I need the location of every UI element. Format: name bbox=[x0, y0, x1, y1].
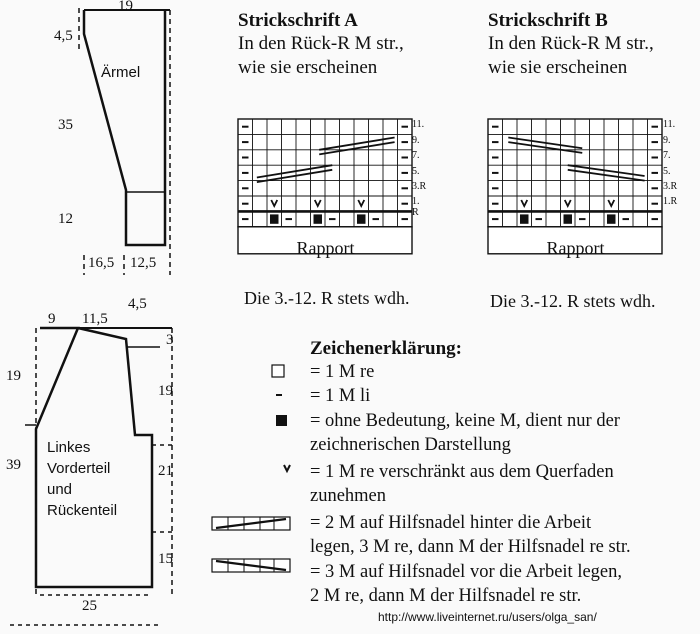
chart-a-desc-line: wie sie erscheinen bbox=[238, 57, 378, 78]
row-label: 3.R bbox=[663, 181, 678, 192]
row-label: 1. R bbox=[412, 196, 420, 218]
row-label: 7. bbox=[412, 150, 420, 161]
row-label: 5. bbox=[412, 166, 420, 177]
legend-item bbox=[310, 560, 622, 608]
legend-item-text: = ohne Bedeutung, keine M, dient nur der bbox=[310, 411, 620, 431]
body-dim-right-bottom: 15 bbox=[158, 551, 173, 567]
filled-square-icon bbox=[276, 415, 287, 426]
filled-square-icon bbox=[314, 214, 323, 223]
row-label: 9. bbox=[412, 135, 420, 146]
legend-item-text: = 3 M auf Hilfsnadel vor die Arbeit legen, bbox=[310, 562, 623, 582]
legend-item bbox=[310, 384, 370, 408]
row-label: 9. bbox=[663, 135, 671, 146]
row-label: 3.R bbox=[412, 181, 427, 192]
legend-item bbox=[310, 460, 614, 508]
legend-item-text: = 1 M re bbox=[310, 362, 375, 382]
chart-a-title: Strickschrift A bbox=[238, 10, 358, 31]
body-label-line: Vorderteil bbox=[47, 460, 111, 477]
legend-item-text: = 1 M li bbox=[310, 386, 371, 406]
chart-a-repeat-note: Die 3.-12. R stets wdh. bbox=[244, 288, 410, 308]
legend-item bbox=[310, 511, 631, 559]
row-label: 7. bbox=[663, 150, 671, 161]
row-label: 5. bbox=[663, 166, 671, 177]
body-label-line: und bbox=[47, 481, 73, 498]
sleeve-dim-top-left: 4,5 bbox=[54, 28, 73, 44]
sleeve-dim-top: 19 bbox=[118, 0, 133, 14]
body-dim-bottom: 25 bbox=[82, 598, 97, 614]
legend-item-text: zunehmen bbox=[310, 486, 387, 506]
sleeve-dim-bottom-b: 12,5 bbox=[130, 255, 157, 271]
cable-right-icon bbox=[212, 517, 290, 530]
cable-left-icon bbox=[212, 559, 290, 572]
legend-item-text: zeichnerischen Darstellung bbox=[310, 435, 511, 455]
source-url[interactable]: http://www.liveinternet.ru/users/olga_san/ bbox=[378, 610, 597, 624]
v-mark-icon bbox=[284, 465, 290, 471]
row-label: 11. bbox=[663, 119, 676, 130]
sleeve-dim-middle-left: 35 bbox=[58, 117, 73, 133]
body-dim-right-mid: 19 bbox=[158, 383, 173, 399]
legend-symbols bbox=[200, 360, 310, 610]
body-schematic bbox=[0, 295, 200, 629]
chart-b-title: Strickschrift B bbox=[488, 10, 608, 31]
sleeve-schematic bbox=[0, 0, 180, 280]
chart-b-desc-line: In den Rück-R M str., bbox=[488, 33, 654, 54]
legend-item-text: = 1 M re verschränkt aus dem Querfaden bbox=[310, 462, 614, 482]
body-dim-top-c: 4,5 bbox=[128, 296, 147, 312]
filled-square-icon bbox=[520, 214, 529, 223]
chart-a-desc-line: In den Rück-R M str., bbox=[238, 33, 404, 54]
filled-square-icon bbox=[564, 214, 573, 223]
filled-square-icon bbox=[357, 214, 366, 223]
chart-a-rapport: Rapport bbox=[296, 238, 355, 258]
row-label: 11. bbox=[412, 119, 425, 130]
legend-item bbox=[310, 360, 374, 384]
chart-a-heading bbox=[238, 10, 404, 80]
legend-item-text: = 2 M auf Hilfsnadel hinter die Arbeit bbox=[310, 513, 592, 533]
legend-item-text: legen, 3 M re, dann M der Hilfsnadel re str. bbox=[310, 537, 631, 557]
body-dim-right-top: 3 bbox=[166, 332, 174, 348]
filled-square-icon bbox=[270, 214, 279, 223]
body-label bbox=[47, 437, 117, 521]
sleeve-label: Ärmel bbox=[101, 64, 141, 81]
chart-b-desc-line: wie sie erscheinen bbox=[488, 57, 628, 78]
legend-item bbox=[310, 409, 620, 457]
chart-b-heading bbox=[488, 10, 654, 80]
body-dim-right-low: 21 bbox=[158, 463, 173, 479]
chart-b-rapport: Rapport bbox=[546, 238, 605, 258]
empty-square-icon bbox=[272, 365, 284, 377]
legend-item-text: 2 M re, dann M der Hilfsnadel re str. bbox=[310, 586, 582, 606]
body-dim-left-bottom: 39 bbox=[6, 457, 21, 473]
sleeve-outline bbox=[0, 0, 180, 280]
sleeve-dim-bottom-left: 12 bbox=[58, 211, 73, 227]
body-label-line: Rückenteil bbox=[47, 502, 118, 519]
legend-title: Zeichenerklärung: bbox=[310, 338, 462, 359]
sleeve-dim-bottom-a: 16,5 bbox=[88, 255, 115, 271]
chart-b-repeat-note: Die 3.-12. R stets wdh. bbox=[490, 291, 656, 311]
row-label: 1.R bbox=[663, 196, 678, 207]
body-label-line: Linkes bbox=[47, 439, 91, 456]
body-dim-left-top: 19 bbox=[6, 368, 21, 384]
filled-square-icon bbox=[607, 214, 616, 223]
body-dim-top-a: 9 bbox=[48, 311, 56, 327]
body-dim-top-b: 11,5 bbox=[82, 311, 108, 327]
